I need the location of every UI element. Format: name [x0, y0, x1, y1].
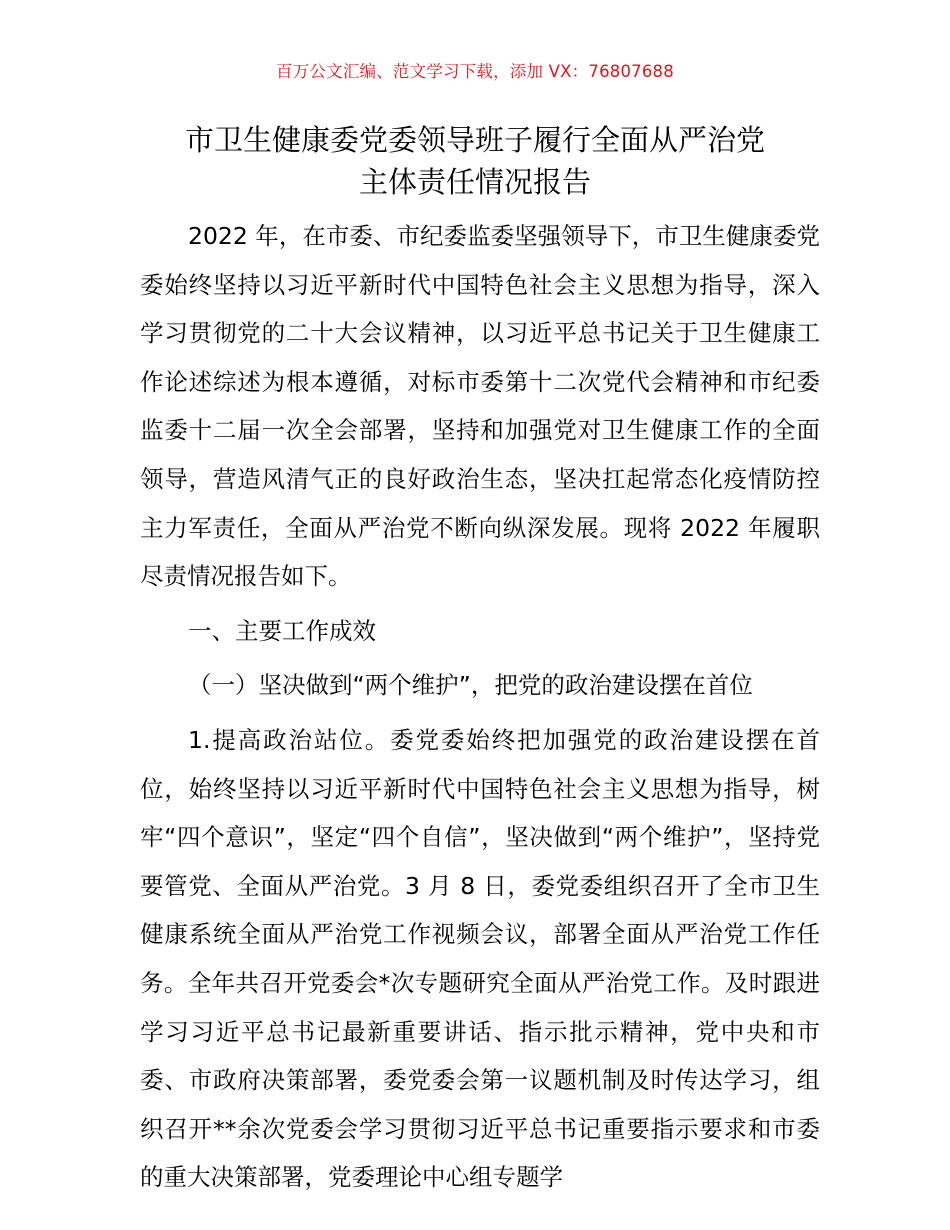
header-note: 百万公文汇编、范文学习下载，添加 VX：76807688 [276, 62, 674, 81]
document-title-line-1: 市卫生健康委党委领导班子履行全面从严治党 [184, 123, 765, 157]
item-paragraph: 1.提高政治站位。委党委始终把加强党的政治建设摆在首位，始终坚持以习近平新时代中国特色社会主义思想为指导，树牢“四个意识”，坚定“四个自信”，坚决做到“两个维护”，坚持党要管党、全面从严治党。3 月 8 日，委党委组织召开了全市卫生健康系统全面从严治党工作视频会议，部署全面从严治党工作任务。全年共召开党委会*次专题研究全面从严治党工作。及时跟进学习习近平总书记最新重要讲话、指示批示精神，党中央和市委、市政府决策部署，委党委会第一议题机制及时传达学习，组织召开**余次党委会学习贯彻习近平总书记重要指示要求和市委的重大决策部署，党委理论中心组专题学 [140, 725, 820, 1192]
intro-paragraph: 2022 年，在市委、市纪委监委坚强领导下，市卫生健康委党委始终坚持以习近平新时代中国特色社会主义思想为指导，深入学习贯彻党的二十大会议精神，以习近平总书记关于卫生健康工作论述综述为根本遵循，对标市委第十二次党代会精神和市纪委监委十二届一次全会部署，坚持和加强党对卫生健康工作的全面领导，营造风清气正的良好政治生态，坚决扛起常态化疫情防控主力军责任，全面从严治党不断向纵深发展。现将 2022 年履职尽责情况报告如下。 [140, 222, 820, 591]
document-body [140, 212, 820, 1202]
subsection-heading: （一）坚决做到“两个维护”，把党的政治建设摆在首位 [188, 671, 753, 700]
section-heading: 一、主要工作成效 [188, 616, 376, 645]
document-title-line-2: 主体责任情况报告 [358, 165, 591, 199]
